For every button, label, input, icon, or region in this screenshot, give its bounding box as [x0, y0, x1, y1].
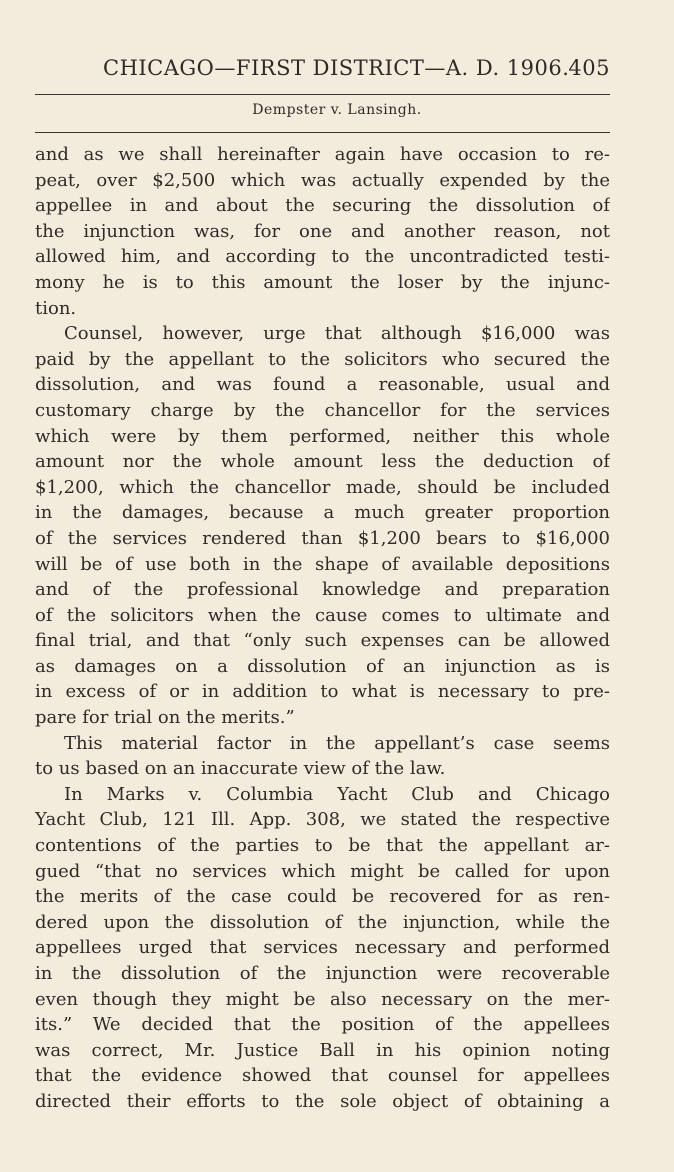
text-line: final trial, and that “only such expenses can be allowed	[35, 630, 610, 652]
text-line: appellees urged that services necessary and performed	[35, 937, 610, 959]
text-line: in the damages, because a much greater proportion	[35, 502, 610, 524]
text-line: contentions of the parties to be that the appellant ar-	[35, 835, 610, 857]
text-line: as damages on a dissolution of an injunction as is	[35, 655, 610, 677]
text-line: mony he is to this amount the loser by the injunc-	[35, 271, 610, 293]
text-line: dered upon the dissolution of the injunction, while the	[35, 911, 610, 933]
text-line: gued “that no services which might be called for upon	[35, 860, 610, 882]
text-line: amount nor the whole amount less the deduction of	[35, 451, 610, 473]
text-line: of the solicitors when the cause comes to ultimate and	[35, 604, 610, 626]
text-line: to us based on an inaccurate view of the law.	[35, 758, 446, 780]
text-line: peat, over $2,500 which was actually expended by the	[35, 169, 610, 191]
page-number: 405	[568, 56, 610, 80]
text-line: in the dissolution of the injunction were recoverable	[35, 963, 610, 984]
text-line: in excess of or in addition to what is necessary to pre-	[35, 681, 610, 703]
text-line: which were by them performed, neither this whole	[35, 425, 610, 447]
body-text	[35, 142, 610, 1115]
text-line: and of the professional knowledge and preparation	[35, 579, 610, 601]
text-line: will be of use both in the shape of available depositions	[35, 553, 610, 575]
text-line: Counsel, however, urge that although $16,000 was	[64, 323, 610, 345]
text-line: allowed him, and according to the uncontradicted testi-	[35, 246, 610, 268]
running-head	[35, 56, 610, 90]
text-line: dissolution, and was found a reasonable, usual and	[35, 374, 610, 396]
text-line: of the services rendered than $1,200 bears to $16,000	[35, 527, 610, 549]
text-line: directed their efforts to the sole object of obtaining a	[35, 1090, 610, 1112]
header-rule-bottom	[35, 132, 610, 133]
text-line: the injunction was, for one and another reason, not	[35, 220, 610, 242]
text-line: Yacht Club, 121 Ill. App. 308, we stated the respective	[35, 809, 610, 831]
text-line: even though they might be also necessary on the mer-	[35, 988, 610, 1010]
text-line: that the evidence showed that counsel for appellees	[35, 1065, 610, 1087]
text-line: paid by the appellant to the solicitors who secured the	[35, 348, 610, 370]
text-line: and as we shall hereinafter again have occasion to re-	[35, 144, 610, 165]
text-line: In Marks v. Columbia Yacht Club and Chicago	[64, 783, 610, 805]
text-line: tion.	[35, 297, 77, 319]
case-name: Dempster v. Lansingh.	[252, 102, 422, 118]
header-rule-top	[35, 94, 610, 95]
running-title: CHICAGO—FIRST DISTRICT—A. D. 1906.	[103, 56, 570, 80]
text-line: its.” We decided that the position of the appellees	[35, 1014, 610, 1036]
text-line: pare for trial on the merits.”	[35, 707, 295, 729]
text-line: This material factor in the appellant’s case seems	[64, 732, 610, 754]
text-line: was correct, Mr. Justice Ball in his opinion noting	[35, 1039, 610, 1061]
text-line: the merits of the case could be recovered for as ren-	[35, 886, 610, 908]
text-line: appellee in and about the securing the dissolution of	[35, 195, 610, 217]
text-line: customary charge by the chancellor for the services	[35, 399, 610, 421]
text-line: $1,200, which the chancellor made, should be included	[35, 476, 610, 498]
